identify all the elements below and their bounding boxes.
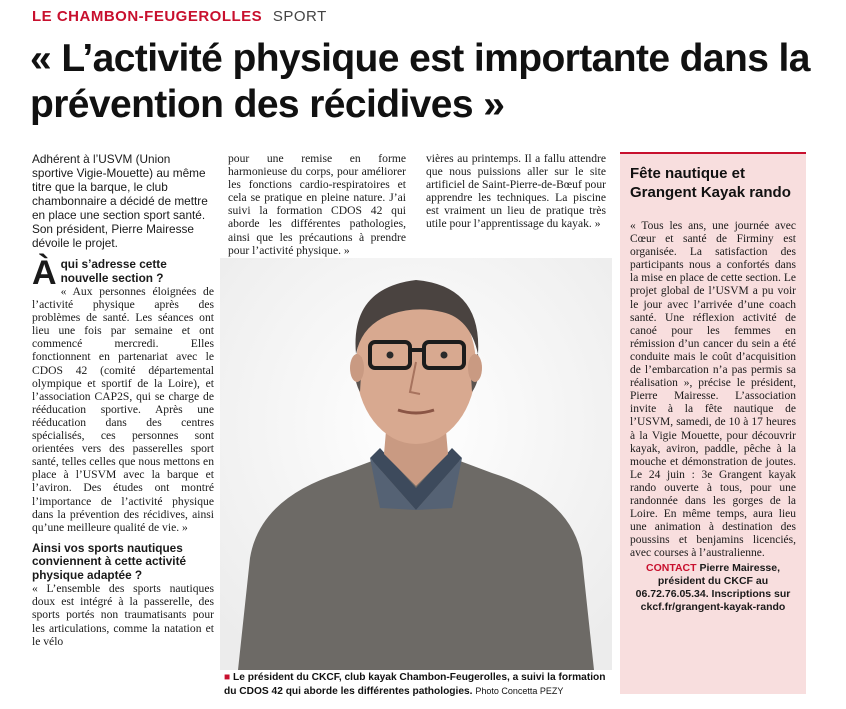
kicker-place: LE CHAMBON-FEUGEROLLES — [32, 8, 263, 25]
answer-1: « Aux personnes éloignées de l’activité physique après des problèmes de santé. Les séances ont lieu une fois par semaine et ont commencé mercredi. Elles fonctionnent en partenariat avec le CDOS 42 (comité départemental olympique et sportif de la Loire), et l’association CAP2S, qui se charge de rééducation sportive. Après une rééducation dans des centres spécialisés, ces personnes sont orientées vers des passerelles sport santé, telles celles que nous mettons en place à l’USVM avec la barque et l’aviron. Des études ont montré l’importance de l’activité physique dans la prévention des récidives, ainsi qu’une meilleure qualité de vie. » — [32, 285, 214, 534]
answer-2: « L’ensemble des sports nautiques doux est intégré à la passerelle, des sports portés non traumatisants pour les articulations, comme la natation et le vélo — [32, 582, 214, 648]
photo-caption — [224, 672, 614, 698]
caption-text: Le président du CKCF, club kayak Chambon-Feugerolles, a suivi la formation du CDOS 42 qui aborde les différentes pathologies. — [224, 672, 606, 697]
photo-credit: Photo Concetta PEZY — [475, 685, 564, 696]
caption-square-icon: ■ — [224, 672, 231, 683]
answer-2-continued: pour une remise en forme harmonieuse du corps, pour améliorer les fonctions cardio-respiratoires et cela se pratique en pleine nature. J’ai suivi la formation CDOS 42 qui aborde les différentes pathologies, ainsi que les précautions à prendre pour l’activité physique. » — [228, 152, 406, 257]
sidebar-body: « Tous les ans, une journée avec Cœur et santé de Firminy est organisée. La satisfaction des participants nous a confortés dans la mise en place de cette section. Le projet global de l’USVM a pu voir le jour avec l’arrivée d’une coach santé. Une réflexion activité de canoé pour les femmes en rémission d’un cancer du sein a été conduite mais le coût d’acquisition de l’embarcation n’a pas permis sa réalisation », précise le président, Pierre Mairesse. L’association invite à la fête nautique de l’USVM, samedi, de 10 à 17 heures à la Vigie Mouette, pour découvrir kayak, aviron, paddle, pêche à la mouche et démonstration de joutes. Le 24 juin : 3e Grangent kayak rando ouverte à tous, pour une randonnée dans les gorges de la Loire. En même temps, aura lieu une animation à destination des poussins et benjamins licenciés, avec courses à l’australienne. — [630, 220, 796, 560]
sidebar-title: Fête nautique et Grangent Kayak rando — [630, 165, 791, 201]
sidebar-box — [620, 152, 806, 694]
question-1-text: qui s’adresse cette nouvelle section ? — [60, 257, 167, 285]
portrait-photo — [220, 258, 612, 670]
portrait-illustration — [220, 258, 612, 670]
contact-text: Pierre Mairesse, président du CKCF au 06.72.76.05.34. Inscriptions sur ckcf.fr/grangent-kayak-rando — [635, 562, 791, 614]
question-1 — [32, 254, 214, 292]
sidebar-contact — [630, 562, 796, 614]
column-1 — [32, 152, 214, 648]
section-kicker — [32, 8, 327, 25]
article-lead: Adhérent à l’USVM (Union sportive Vigie-Mouette) au même titre que la barque, le club chambonnaire a décidé de mettre en place une section sport santé. Son président, Pierre Mairesse dévoile le projet. — [32, 152, 208, 250]
column-3 — [426, 152, 606, 231]
contact-label: CONTACT — [645, 562, 697, 575]
answer-3-continued: vières au printemps. Il a fallu attendre que nous puissions aller sur le site artificiel de Saint-Pierre-de-Bœuf pour apprendre les techniques. La piscine est vraiment un lieu de pratique très utile pour l’apprentissage du kayak. » — [426, 152, 606, 231]
kicker-section: SPORT — [272, 8, 327, 25]
drop-cap: À — [32, 254, 57, 292]
question-2: Ainsi vos sports nautiques conviennent à cette activité physique adaptée ? — [32, 540, 187, 582]
article-headline: « L’activité physique est importante dans la prévention des récidives » — [30, 37, 810, 126]
